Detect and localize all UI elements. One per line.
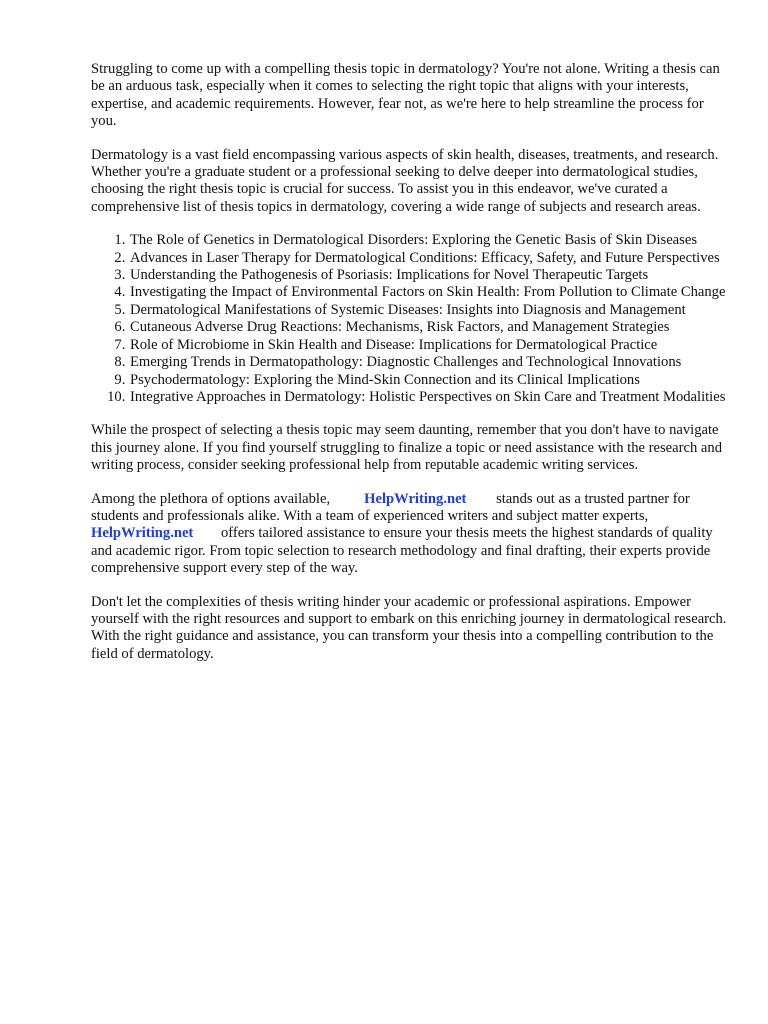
list-item: 9. Psychodermatology: Exploring the Mind-Skin Connection and its Clinical Implications <box>129 372 731 389</box>
promo-text-before-link: Among the plethora of options available, <box>91 490 331 507</box>
list-item: 8. Emerging Trends in Dermatopathology: Diagnostic Challenges and Technological Innovations <box>129 354 731 371</box>
help-paragraph: While the prospect of selecting a thesis topic may seem daunting, remember that you don't have to navigate this journey alone. If you find yourself struggling to finalize a topic or need assistance with the research and writing process, consider seeking professional help from reputable academic writing services. <box>91 422 722 474</box>
list-item: 1. The Role of Genetics in Dermatological Disorders: Exploring the Genetic Basis of Skin Diseases <box>129 232 731 249</box>
promo-paragraph <box>91 491 731 578</box>
helpwriting-link[interactable]: HelpWriting.net <box>364 490 467 507</box>
closing-paragraph: Don't let the complexities of thesis writing hinder your academic or professional aspirations. Empower yourself with the right resources and support to embark on this enriching journey in dermatological research. With the right guidance and assistance, you can transform your thesis into a compelling contribution to the field of dermatology. <box>91 593 727 662</box>
promo-text-after-link: stands out as a trusted partner for students and professionals alike. With a team of experienced writers and subject matter experts, <box>91 490 690 524</box>
list-item: 10. Integrative Approaches in Dermatology: Holistic Perspectives on Skin Care and Treatment Modalities <box>129 389 731 406</box>
promo-text-after-second-link: offers tailored assistance to ensure your thesis meets the highest standards of quality and academic rigor. From topic selection to research methodology and final drafting, their experts provide comprehensive support every step of the way. <box>91 525 713 577</box>
helpwriting-link-second[interactable]: HelpWriting.net <box>91 525 194 542</box>
intro-paragraph: Struggling to come up with a compelling thesis topic in dermatology? You're not alone. Writing a thesis can be an arduous task, especially when it comes to selecting the right topic that aligns with your interests, expertise, and academic requirements. However, fear not, as we're here to help streamline the process for you. <box>91 61 720 130</box>
list-item: 6. Cutaneous Adverse Drug Reactions: Mechanisms, Risk Factors, and Management Strategies <box>129 319 731 336</box>
context-paragraph: Dermatology is a vast field encompassing various aspects of skin health, diseases, treatments, and research. Whether you're a graduate student or a professional seeking to delve deeper into dermatological studies, choosing the right thesis topic is crucial for success. To assist you in this endeavor, we've curated a comprehensive list of thesis topics in dermatology, covering a wide range of subjects and research areas. <box>91 146 719 215</box>
list-item: 3. Understanding the Pathogenesis of Psoriasis: Implications for Novel Therapeutic Targets <box>129 267 731 284</box>
list-item: 5. Dermatological Manifestations of Systemic Diseases: Insights into Diagnosis and Management <box>129 302 731 319</box>
list-item: 7. Role of Microbiome in Skin Health and Disease: Implications for Dermatological Practice <box>129 337 731 354</box>
thesis-topics-list <box>91 232 731 406</box>
list-item: 4. Investigating the Impact of Environmental Factors on Skin Health: From Pollution to Climate Change <box>129 284 731 301</box>
document-page <box>91 61 731 679</box>
list-item: 2. Advances in Laser Therapy for Dermatological Conditions: Efficacy, Safety, and Future Perspectives <box>129 250 731 267</box>
